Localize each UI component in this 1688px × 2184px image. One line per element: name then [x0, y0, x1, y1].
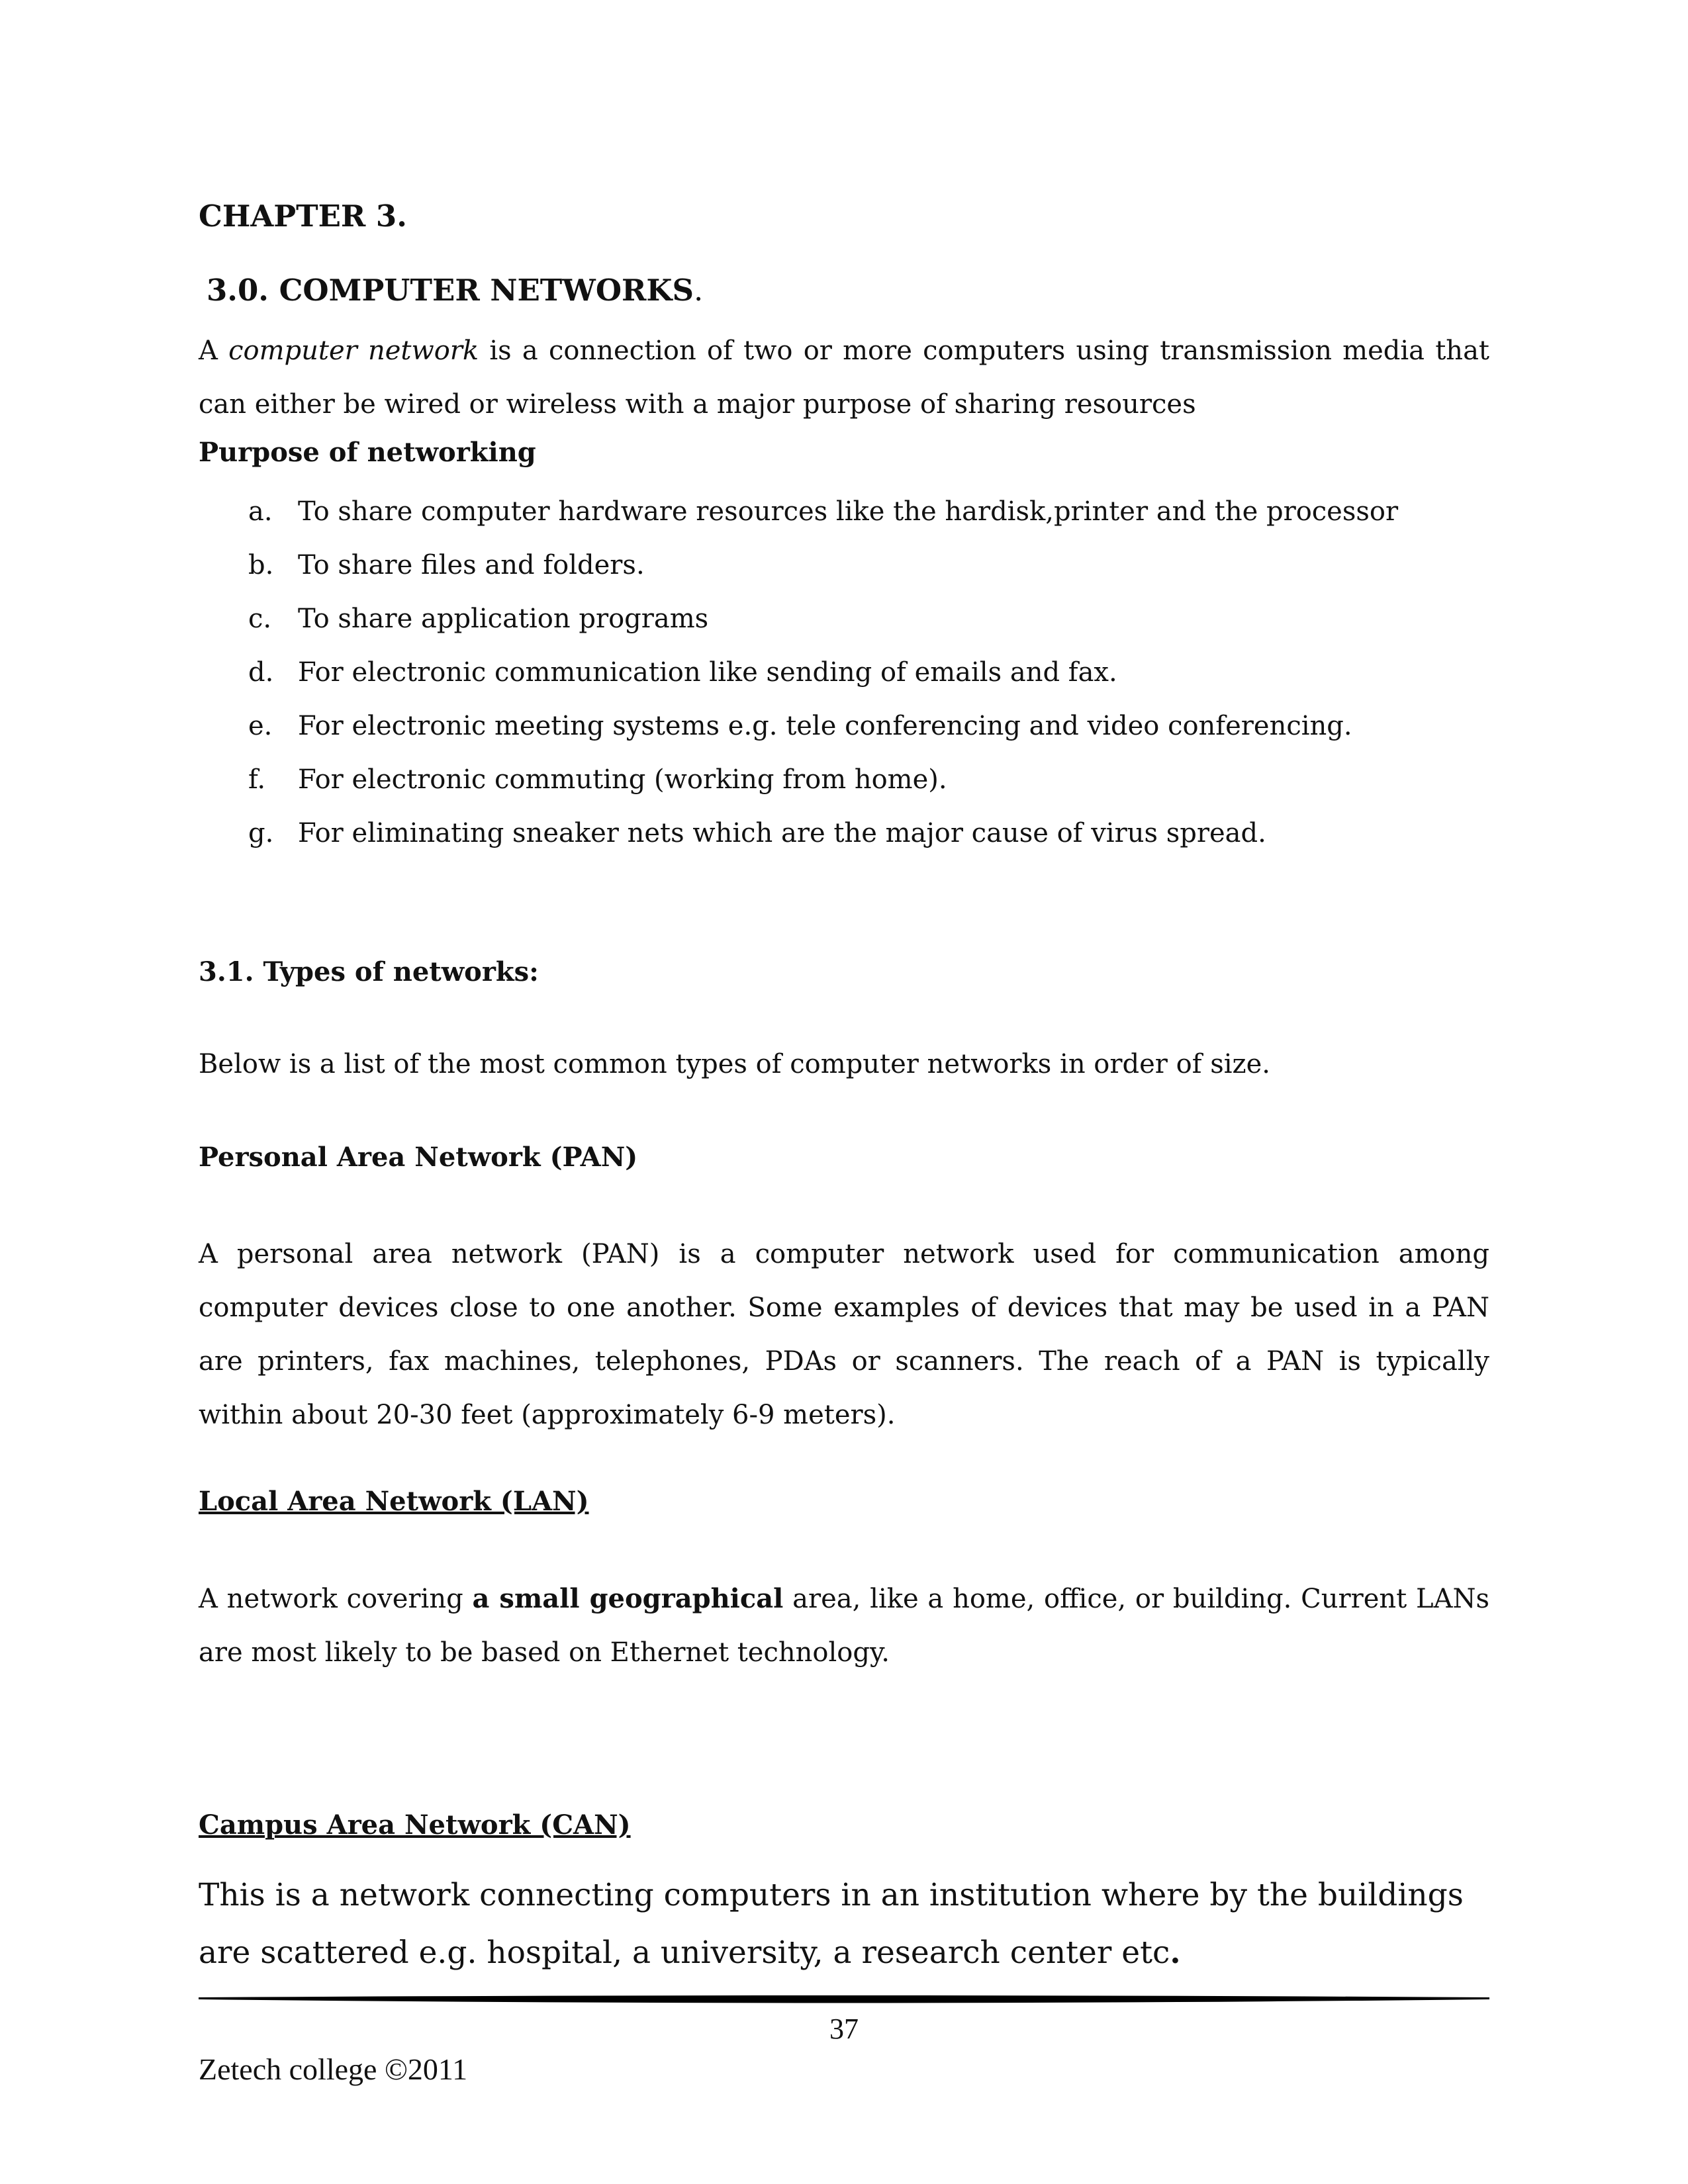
types-intro: Below is a list of the most common types of computer networks in order of size. [199, 1049, 1271, 1079]
list-item [199, 807, 1398, 860]
list-item-text: For electronic communication like sending of emails and fax. [298, 657, 1117, 688]
list-item [199, 592, 1398, 646]
intro-prefix: A [199, 336, 229, 366]
document-page [199, 0, 1489, 2184]
can-end-mark: . [1170, 1934, 1181, 1971]
can-heading: Campus Area Network (CAN) [199, 1809, 631, 1841]
list-marker: a. [248, 496, 273, 527]
purpose-heading: Purpose of networking [199, 437, 536, 468]
list-item [199, 485, 1398, 539]
section-title-text: 3.0. COMPUTER NETWORKS [207, 273, 694, 308]
list-marker: g. [248, 818, 274, 848]
list-marker: d. [248, 657, 274, 688]
pan-paragraph: A personal area network (PAN) is a computer network used for communication among computer devices close to one another. Some examples of devices that may be used in a PAN are printers, fax machines, telephones, PDAs or scanners. The reach of a PAN is typically within about 20-30 feet (approximately 6-9 meters). [199, 1239, 1489, 1430]
can-text: This is a network connecting computers in an institution where by the buildings are scattered e.g. hospital, a university, a research center etc [199, 1877, 1464, 1971]
intro-rest: is a connection of two or more computers using transmission media that can either be wired or wireless with a major purpose of sharing resources [199, 336, 1489, 420]
list-item-text: For electronic meeting systems e.g. tele conferencing and video conferencing. [298, 711, 1352, 741]
list-item-text: To share application programs [298, 604, 709, 634]
list-marker: c. [248, 604, 272, 634]
intro-term: computer network [228, 336, 479, 366]
list-item-text: To share computer hardware resources like the hardisk,printer and the processor [298, 496, 1399, 527]
list-item-text: To share files and folders. [298, 550, 645, 580]
chapter-heading: CHAPTER 3. [199, 199, 407, 234]
list-marker: e. [248, 711, 273, 741]
pan-heading: Personal Area Network (PAN) [199, 1142, 638, 1173]
list-marker: b. [248, 550, 274, 580]
list-marker: f. [248, 764, 266, 795]
footer-credit: Zetech college ©2011 [199, 2052, 468, 2086]
list-item [199, 646, 1398, 700]
lan-prefix: A network covering [199, 1584, 473, 1614]
footer-divider [199, 1991, 1489, 2007]
list-item-text: For eliminating sneaker nets which are the major cause of virus spread. [298, 818, 1266, 848]
lan-heading: Local Area Network (LAN) [199, 1486, 589, 1517]
purpose-list [199, 485, 1398, 860]
list-item [199, 539, 1398, 592]
list-item [199, 700, 1398, 753]
list-item-text: For electronic commuting (working from home). [298, 764, 947, 795]
lan-paragraph [199, 1572, 1489, 1680]
types-heading: 3.1. Types of networks: [199, 956, 539, 987]
lan-rest: area, like a home, office, or building. Current LANs are most likely to be based on Ethernet technology. [199, 1584, 1490, 1668]
page-number: 37 [829, 2013, 859, 2045]
section-title [207, 273, 703, 308]
lan-emphasis: a small geographical [472, 1583, 784, 1614]
list-item [199, 753, 1398, 807]
can-paragraph [199, 1866, 1489, 1981]
section-title-period: . [694, 273, 704, 308]
intro-paragraph [199, 324, 1489, 432]
